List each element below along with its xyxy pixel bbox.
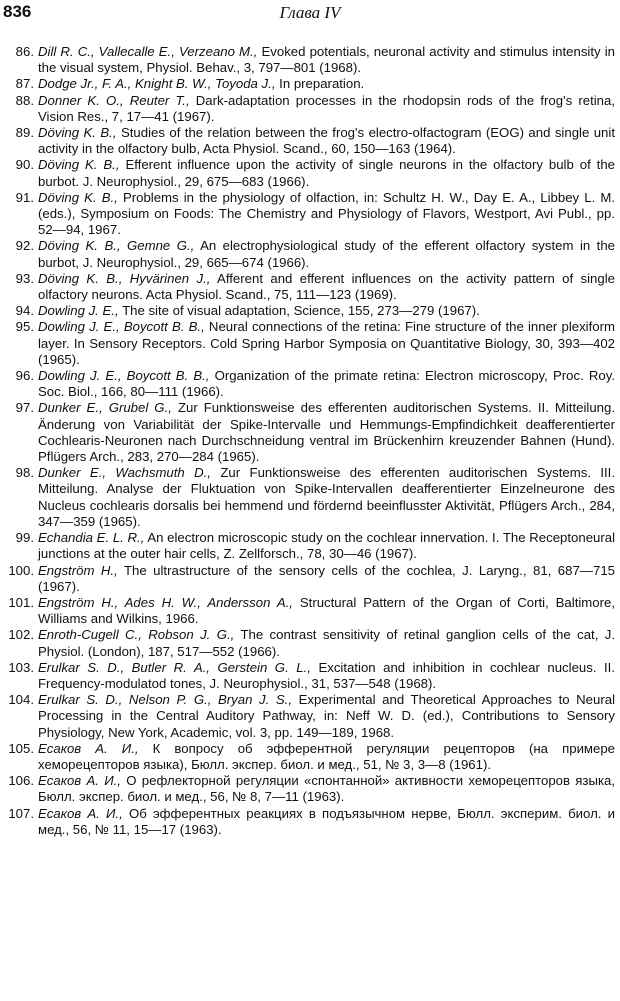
reference-authors: Donner K. O., Reuter T., — [38, 92, 190, 108]
reference-authors: Engström H., — [38, 562, 118, 578]
reference-authors: Есаков А. И., — [38, 805, 123, 821]
reference-authors: Есаков А. И., — [38, 773, 121, 789]
reference-text: Zur Funktionsweise des efferenten auditorischen Systems. II. Mitteilung. Änderung von Variabilität der Spike-Intervalle und Hemmungs-Empfindichkeit deafferentierter Cochlearis-Neuronen nach Durchschneidung ventral im Brückenhirn kreuzender Bahnen (Hund). Pflügers Arch., 283, 270—284 (1965). — [38, 400, 615, 465]
reference-text: Experimental and Theoretical Approaches to Neural Processing in the Central Auditory Pathway, in: Neff W. D. (ed.), Contributions to Sensory Physiology, New York, Academic, vol. 3, pp. 149—189, 1968. — [38, 692, 616, 740]
reference-text: К вопросу об эфферентной регуляции рецепторов (на примере хеморецепторов языка), Бюлл. экспер. биол. и мед., 51, № 3, 3—8 (1961). — [38, 740, 616, 772]
reference-number: 92. — [15, 238, 34, 254]
reference-item — [0, 368, 620, 400]
reference-number: 90. — [15, 157, 34, 173]
reference-number: 93. — [15, 270, 34, 286]
reference-number: 91. — [15, 189, 34, 205]
reference-item — [0, 157, 620, 189]
reference-number: 103. — [8, 659, 34, 675]
reference-item — [0, 692, 620, 741]
reference-authors: Erulkar S. D., Butler R. A., Gerstein G. L., — [38, 659, 311, 675]
reference-number: 89. — [15, 125, 34, 141]
reference-number: 95. — [15, 319, 34, 335]
reference-item — [0, 125, 620, 157]
reference-authors: Echandia E. L. R., — [38, 530, 145, 546]
reference-item — [0, 319, 620, 368]
reference-authors: Erulkar S. D., Nelson P. G., Bryan J. S., — [38, 692, 293, 708]
reference-item — [0, 271, 620, 303]
reference-number: 99. — [15, 530, 34, 546]
reference-number: 105. — [8, 740, 34, 756]
reference-text: Neural connections of the retina: Fine structure of the inner plexiform layer. In Sensory Receptors. Cold Spring Harbor Symposia on Quantitative Biology, 30, 393—402 (1965). — [38, 319, 615, 367]
reference-authors: Dodge Jr., F. A., Knight B. W., Toyoda J., — [38, 76, 276, 92]
reference-text: Structural Pattern of the Organ of Corti, Baltimore, Williams and Wilkins, 1966. — [38, 594, 615, 627]
page-number: 836 — [3, 2, 32, 21]
reference-authors: Dowling J. E., Boycott B. B., — [38, 368, 210, 384]
reference-text: The contrast sensitivity of retinal ganglion cells of the cat, J. Physiol. (London), 187, 517—552 (1966). — [38, 627, 615, 659]
reference-item — [0, 563, 620, 595]
reference-text: The ultrastructure of the sensory cells of the cochlea, J. Laryng., 81, 687—715 (1967). — [38, 562, 615, 594]
reference-authors: Döving K. B., Gemne G., — [38, 238, 195, 254]
reference-text: Об эфферентных реакциях в подъязычном нерве, Бюлл. эксперим. биол. и мед., 56, № 11, 15—17 (1963). — [38, 805, 615, 837]
reference-authors: Dowling J. E., Boycott B. B., — [38, 319, 205, 335]
reference-number: 86. — [15, 44, 34, 59]
reference-authors: Enroth-Cugell C., Robson J. G., — [38, 627, 235, 643]
reference-text: The site of visual adaptation, Science, 155, 273—279 (1967). — [122, 303, 480, 319]
reference-text: О рефлекторной регуляции «спонтанной» активности хеморецепторов языка, Бюлл. экспер. биол. и мед., 56, № 8, 7—11 (1963). — [38, 773, 616, 805]
reference-text: Problems in the physiology of olfaction, in: Schultz H. W., Day E. A., Libbey L. M. (eds.), Symposium on Foods: The Chemistry and Physiology of Flavors, Westport, Avi Publ., pp. 52—94, 1967. — [38, 189, 615, 238]
reference-text: Studies of the relation between the frog's electro-olfactogram (EOG) and single unit activity in the olfactory bulb, Acta Physiol. Scand., 60, 150—163 (1964). — [38, 125, 615, 157]
reference-item — [0, 190, 620, 239]
reference-item — [0, 741, 620, 773]
reference-number: 100. — [8, 562, 34, 578]
reference-item — [0, 627, 620, 659]
reference-list — [0, 44, 620, 838]
reference-authors: Engström H., Ades H. W., Andersson A., — [38, 594, 293, 610]
reference-item — [0, 238, 620, 270]
reference-authors: Dunker E., Grubel G., — [38, 400, 172, 416]
reference-number: 87. — [15, 76, 34, 92]
reference-authors: Döving K. B., — [38, 125, 117, 141]
reference-text: Evoked potentials, neuronal activity and stimulus intensity in the visual system, Physiol. Behav., 3, 797—801 (1968). — [38, 44, 615, 76]
reference-authors: Döving K. B., — [38, 157, 120, 173]
reference-item — [0, 76, 620, 92]
reference-item — [0, 530, 620, 562]
reference-item — [0, 303, 620, 319]
reference-text: Organization of the primate retina: Electron microscopy, Proc. Roy. Soc. Biol., 166, 80—111 (1966). — [38, 368, 615, 400]
reference-text: Afferent and efferent influences on the activity pattern of single olfactory neurons. Acta Physiol. Scand., 75, 111—123 (1969). — [38, 270, 615, 303]
reference-number: 94. — [15, 303, 34, 319]
reference-number: 96. — [15, 368, 34, 384]
reference-text: Dark-adaptation processes in the rhodopsin rods of the frog's retina, Vision Res., 7, 17—41 (1967). — [38, 92, 615, 124]
reference-item — [0, 660, 620, 692]
reference-number: 104. — [8, 692, 34, 708]
reference-text: Efferent influence upon the activity of single neurons in the olfactory bulb of the burbot. J. Neurophysiol., 29, 675—683 (1966). — [38, 157, 615, 189]
reference-text: An electron microscopic study on the cochlear innervation. I. The Receptoneural junctions at the outer hair cells, Z. Zellforsch., 78, 30—46 (1967). — [38, 530, 616, 562]
reference-text: Excitation and inhibition in cochlear nucleus. II. Frequency-modulatod tones, J. Neurophysiol., 31, 537—548 (1968). — [38, 659, 616, 691]
reference-number: 101. — [8, 594, 34, 610]
reference-item — [0, 44, 620, 76]
reference-number: 106. — [8, 773, 34, 789]
reference-number: 97. — [15, 400, 34, 416]
reference-item — [0, 400, 620, 465]
reference-authors: Есаков А. И., — [38, 740, 139, 756]
reference-text: Zur Funktionsweise des efferenten auditorischen Systems. III. Mitteilung. Analyse der Fluktuation von Spike-Intervallen deafferentierter Einzelneurone des Nucleus cochlearis dorsalis bei hemmend und fördernd beeinflusster Aktivität, Pflügers Arch., 284, 347—359 (1965). — [38, 465, 615, 529]
reference-number: 98. — [15, 465, 34, 481]
reference-item — [0, 595, 620, 627]
page-header — [0, 2, 620, 32]
chapter-title: Глава IV — [279, 3, 341, 22]
reference-item — [0, 773, 620, 805]
reference-item — [0, 465, 620, 530]
reference-item — [0, 93, 620, 125]
reference-number: 88. — [15, 92, 34, 108]
reference-authors: Döving K. B., — [38, 189, 118, 205]
reference-authors: Döving K. B., Hyvärinen J., — [38, 270, 211, 286]
reference-authors: Dowling J. E., — [38, 303, 119, 319]
reference-authors: Dill R. C., Vallecalle E., Verzeano M., — [38, 44, 258, 59]
reference-text: An electrophysiological study of the efferent olfactory system in the burbot, J. Neurophysiol., 29, 665—674 (1966). — [38, 238, 616, 270]
reference-item — [0, 806, 620, 838]
reference-authors: Dunker E., Wachsmuth D., — [38, 465, 211, 481]
reference-number: 102. — [8, 627, 34, 643]
reference-number: 107. — [8, 805, 34, 821]
reference-text: In preparation. — [279, 76, 365, 92]
